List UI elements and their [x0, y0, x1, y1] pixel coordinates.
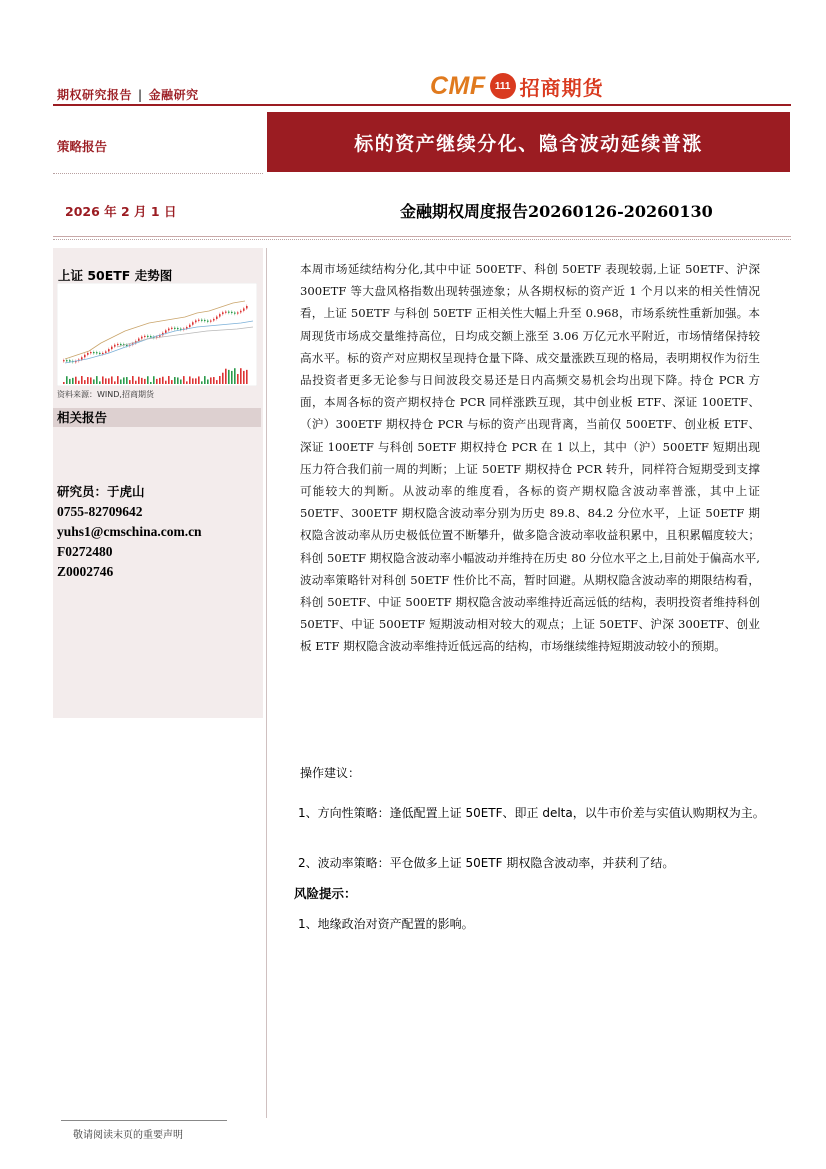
chart-volume-bar: [216, 380, 218, 384]
chart-candle: [93, 352, 95, 353]
chart-volume-bar: [177, 377, 179, 384]
chart-volume-bar: [201, 381, 203, 384]
chart-candle: [90, 352, 92, 353]
chart-volume-bar: [228, 370, 230, 384]
analyst-info: [57, 482, 202, 582]
chart-volume-bar: [96, 376, 98, 384]
chart-candle: [168, 329, 170, 331]
chart-volume-bar: [129, 380, 131, 384]
chart-volume-bar: [195, 378, 197, 384]
report-type: 期权研究报告: [57, 88, 133, 102]
chart-volume-bar: [174, 377, 176, 384]
chart-volume-bar: [240, 368, 242, 384]
chart-volume-bar: [165, 381, 167, 384]
chart-candle: [198, 320, 200, 321]
chart-candle: [222, 312, 224, 314]
chart-volume-bar: [81, 376, 83, 384]
analyst-license-f: F0272480: [57, 544, 113, 559]
chart-volume-bar: [138, 377, 140, 384]
section-label: 策略报告: [57, 139, 108, 154]
chart-candle: [219, 314, 221, 316]
chart-candle: [210, 321, 212, 322]
chart-volume-bar: [117, 376, 119, 384]
chart-candle: [117, 344, 119, 345]
risk-title: 风险提示：: [294, 886, 357, 901]
chart-candle: [141, 337, 143, 339]
chart-volume-bar: [102, 376, 104, 384]
chart-volume-bar: [90, 377, 92, 384]
risk-item: 1、地缘政治对资产配置的影响。: [298, 917, 474, 931]
chart-candle: [81, 357, 83, 359]
chart-volume-bar: [66, 376, 68, 384]
report-subtitle: 金融期权周度报告20260126-20260130: [400, 202, 713, 221]
chart-volume-bar: [180, 379, 182, 384]
chart-volume-bar: [84, 380, 86, 384]
chart-candle: [225, 312, 227, 313]
footer-notice: 敬请阅读末页的重要声明: [73, 1130, 183, 1141]
chart-volume-bar: [69, 379, 71, 384]
chart-volume-bar: [198, 376, 200, 384]
chart-candle: [102, 353, 104, 354]
chart-candle: [177, 328, 179, 329]
chart-volume-bar: [99, 381, 101, 384]
chart-volume-bar: [135, 381, 137, 384]
chart-candle: [138, 339, 140, 341]
chart-volume-bar: [150, 382, 152, 384]
chart-candle: [240, 311, 242, 313]
chart-volume-bar: [222, 373, 224, 384]
weekly-summary: 本周市场延续结构分化,其中中证 500ETF、科创 50ETF 表现较弱,上证 50ETF、沪深 300ETF 等大盘风格指数出现转强迹象；从各期权标的资产近 1 个月以来的相关性情况看，上证 50ETF 与科创 50ETF 正相关性大幅上升至 0.968，市场系统性重新加强。本周现货市场成交量维持高位，日均成交额上涨至 3.06 万亿元水平附近，市场情绪保持较高水平。标的资产对应期权呈现持仓量下降、成交量涨跌互现的格局，表明期权作为衍生品投资者更多无论参与日间波段交易还是日内高频交易机会均出现下降。持仓 PCR 方面，本周各标的资产期权持仓 PCR 同样涨跌互现，其中创业板 ETF、深证 100ETF、（沪）300ETF 期权持仓 PCR 与标的资产出现背离，当前仅 500ETF、创业板 ETF、深证 100ETF 与科创 50ETF 期权持仓 PCR 在 1 以上，其中（沪）500ETF 短期出现压力符合我们前一周的判断；上证 50ETF 期权持仓 PCR 转升，同样符合短期受到支撑可能较大的判断。从波动率的维度看，各标的资产期权隐含波动率普涨，其中上证 50ETF、300ETF 期权隐含波动率分别为历史 89.8、84.2 分位水平，上证 50ETF 期权隐含波动率从历史极低位置不断攀升，做多隐含波动率收益积累中，且积累幅度较大；科创 50ETF 期权隐含波动率小幅波动并维持在历史 80 分位水平之上,目前处于偏高水平,波动率策略针对科创 50ETF 性价比不高，暂时回避。从期权隐含波动率的期限结构看，科创 50ETF、中证 500ETF 期权隐含波动率维持近高远低的结构，表明投资者维持科创 50ETF、中证 500ETF 短期波动相对较大的观点；上证 50ETF、沪深 300ETF、创业板 ETF 期权隐含波动率维持近低远高的结构，市场继续维持短期波动较小的预期。: [300, 262, 760, 654]
chart-candle: [192, 322, 194, 324]
related-reports-heading: 相关报告: [53, 408, 261, 427]
chart-candle: [165, 330, 167, 332]
chart-volume-bar: [72, 378, 74, 384]
chart-candle: [207, 321, 209, 322]
chart-candle: [96, 352, 98, 353]
section-divider: [53, 173, 263, 174]
company-logo: [430, 72, 604, 100]
report-title: 标的资产继续分化、隐含波动延续普涨: [267, 112, 790, 172]
header-separator: |: [138, 88, 143, 102]
logo-mark-icon: 111: [490, 73, 516, 99]
chart-candle: [66, 360, 68, 361]
chart-candle: [99, 353, 101, 354]
chart-volume-bar: [75, 377, 77, 384]
chart-candle: [87, 353, 89, 355]
chart-volume-bar: [132, 376, 134, 384]
chart-candle: [231, 312, 233, 313]
chart-volume-bar: [93, 379, 95, 384]
chart-volume-bar: [153, 376, 155, 384]
header-breadcrumb: [57, 86, 199, 103]
advice-volatility: 2、波动率策略：平仓做多上证 50ETF 期权隐含波动率，并获利了结。: [298, 856, 675, 870]
chart-source: 资料来源：WIND,招商期货: [57, 390, 154, 399]
report-category: 金融研究: [148, 88, 199, 102]
chart-volume-bar: [159, 378, 161, 384]
chart-candle: [63, 360, 65, 361]
advice-directional: [286, 802, 786, 824]
footer-rule: [61, 1120, 227, 1121]
chart-volume-bar: [171, 380, 173, 384]
chart-volume-bar: [243, 371, 245, 384]
chart-candle: [84, 355, 86, 357]
chart-candle: [234, 313, 236, 314]
subtitle-rule: [53, 236, 791, 237]
chart-volume-bar: [147, 376, 149, 384]
chart-volume-bar: [111, 376, 113, 384]
chart-volume-bar: [78, 381, 80, 384]
chart-candle: [111, 347, 113, 349]
chart-volume-bar: [213, 377, 215, 384]
chart-volume-bar: [237, 374, 239, 384]
chart-volume-bar: [156, 379, 158, 384]
chart-volume-bar: [225, 369, 227, 384]
chart-candle: [213, 319, 215, 321]
analyst-name: 研究员：于虎山: [57, 484, 145, 499]
logo-company-name: 招商期货: [519, 75, 604, 100]
header-rule: [53, 104, 791, 106]
chart-volume-bar: [162, 377, 164, 384]
chart-volume-bar: [144, 379, 146, 384]
chart-candle: [150, 336, 152, 337]
chart-volume-bar: [219, 376, 221, 384]
chart-volume-bar: [105, 378, 107, 384]
chart-volume-bar: [204, 376, 206, 384]
operation-advice-title: 操作建议：: [300, 766, 361, 780]
column-divider: [266, 248, 267, 800]
chart-candle: [237, 312, 239, 313]
logo-cmf-text: CMF: [430, 71, 486, 100]
chart-volume-bar: [246, 370, 248, 384]
chart-volume-bar: [183, 376, 185, 384]
chart-volume-bar: [114, 381, 116, 384]
chart-volume-bar: [63, 382, 65, 384]
chart-volume-bar: [126, 377, 128, 384]
chart-volume-bar: [141, 378, 143, 384]
chart-candle: [108, 349, 110, 351]
chart-volume-bar: [108, 378, 110, 384]
chart-candle: [246, 306, 248, 308]
column-divider-lower: [266, 800, 267, 1118]
chart-volume-bar: [186, 381, 188, 384]
chart-candle: [216, 317, 218, 319]
chart-candle: [120, 344, 122, 345]
analyst-phone: 0755-82709642: [57, 504, 143, 519]
chart-candle: [144, 336, 146, 337]
chart-candle: [105, 351, 107, 352]
chart-volume-bar: [207, 379, 209, 384]
subtitle-dotted-rule: [53, 239, 791, 240]
chart-candle: [228, 312, 230, 313]
chart-volume-bar: [87, 377, 89, 384]
analyst-email[interactable]: yuhs1@cmschina.com.cn: [57, 524, 202, 539]
chart-volume-bar: [123, 377, 125, 384]
chart-title: 上证 50ETF 走势图: [58, 268, 173, 283]
chart-volume-bar: [192, 378, 194, 384]
chart-candle: [243, 308, 245, 310]
chart-candle: [69, 360, 71, 361]
chart-candle: [201, 320, 203, 321]
advice-directional-text: 1、方向性策略：逢低配置上证 50ETF、即正 delta，以牛市价差与实值认购期权为主。: [298, 806, 765, 820]
chart-volume-bar: [120, 379, 122, 384]
report-date: 2026 年 2 月 1 日: [65, 204, 177, 219]
chart-candle: [174, 328, 176, 329]
chart-candle: [126, 345, 128, 346]
chart-candle: [147, 336, 149, 337]
chart-volume-bar: [210, 377, 212, 384]
chart-volume-bar: [189, 376, 191, 384]
chart-candle: [195, 320, 197, 322]
chart-candle: [114, 345, 116, 347]
chart-volume-bar: [231, 371, 233, 384]
chart-volume-bar: [234, 368, 236, 384]
chart-volume-bar: [168, 376, 170, 384]
analyst-license-z: Z0002746: [57, 564, 114, 579]
chart-candle: [189, 325, 191, 327]
chart-candle: [171, 328, 173, 329]
etf-trend-chart: [57, 283, 257, 386]
chart-candle: [204, 320, 206, 321]
